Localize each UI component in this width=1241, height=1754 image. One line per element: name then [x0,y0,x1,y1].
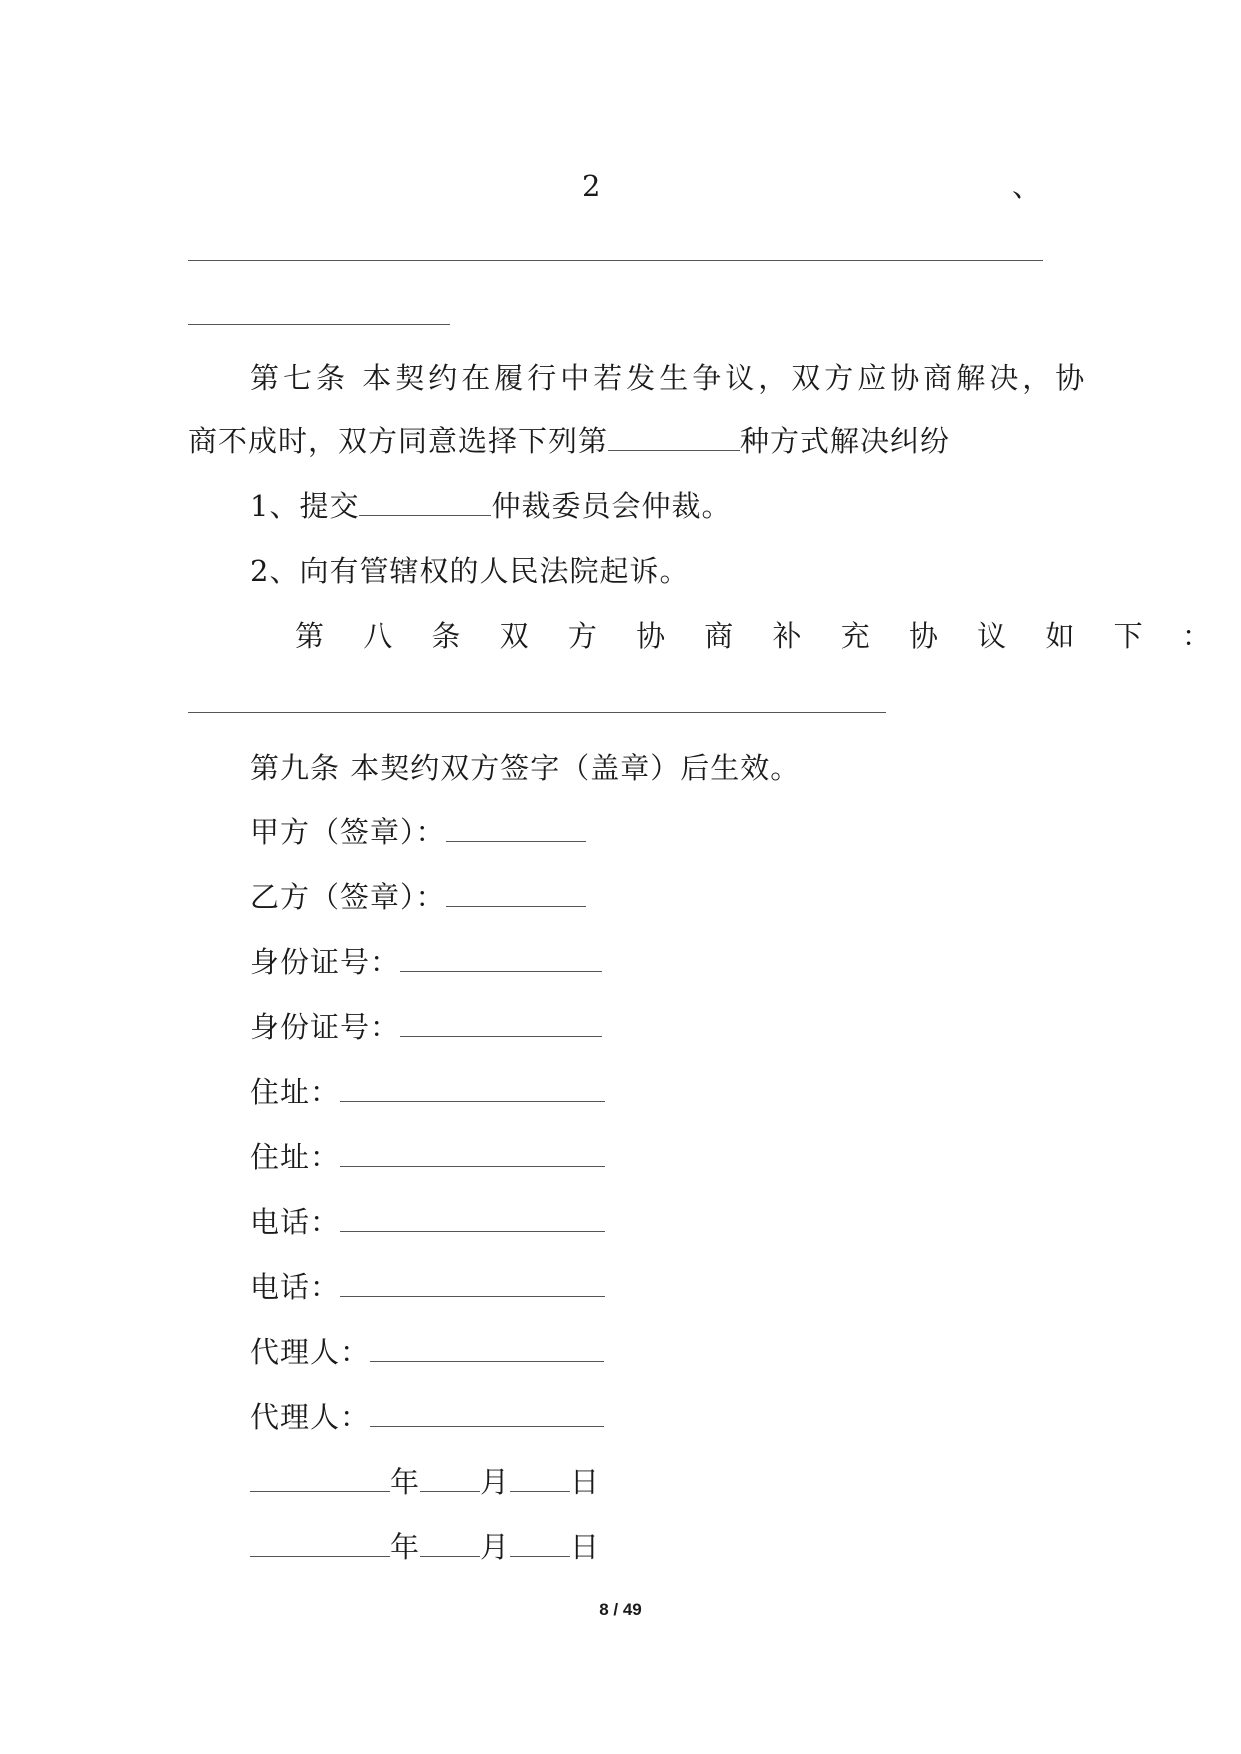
party-a-label: 甲方（签章）： [250,815,446,849]
arbitration-commission-blank[interactable] [359,489,491,516]
day-blank[interactable] [510,1465,570,1492]
year-label: 年 [390,1530,421,1564]
agent-blank[interactable] [370,1335,604,1362]
phone-blank[interactable] [340,1205,605,1232]
article-9: 第九条 本契约双方签字（盖章）后生效。 [250,751,801,785]
signature-row [250,1202,605,1242]
signature-row [250,1072,605,1112]
phone-label: 电话： [250,1270,341,1304]
address-label: 住址： [250,1140,341,1174]
item-2-number: 2 [582,169,602,203]
id-number-blank[interactable] [400,1010,602,1037]
address-blank[interactable] [340,1140,605,1167]
year-label: 年 [390,1465,421,1499]
phone-blank[interactable] [340,1270,605,1297]
phone-label: 电话： [250,1205,341,1239]
option-1-suffix: 仲裁委员会仲裁。 [491,489,732,523]
agent-label: 代理人： [250,1400,371,1434]
day-blank[interactable] [510,1530,570,1557]
day-label: 日 [570,1530,601,1564]
option-1-prefix: 1、提交 [250,489,360,523]
item-2-mark: 、 [1012,169,1043,203]
page-number: 8 / 49 [599,1600,642,1619]
date-row [250,1462,600,1502]
article-7-line-2-text: 商不成时，双方同意选择下列第 [188,424,609,458]
method-choice-blank[interactable] [608,424,740,451]
blank-rule-short [188,324,450,325]
id-number-label: 身份证号： [250,1010,401,1044]
signature-row [250,1137,605,1177]
signature-row [250,942,602,982]
signature-row [250,877,586,917]
day-label: 日 [570,1465,601,1499]
article-7-line-2-end: 种方式解决纠纷 [740,424,951,458]
signature-row [250,1267,605,1307]
agent-blank[interactable] [370,1400,604,1427]
month-blank[interactable] [420,1465,480,1492]
month-blank[interactable] [420,1530,480,1557]
party-b-signature-blank[interactable] [446,880,586,907]
option-2: 2、向有管辖权的人民法院起诉。 [250,554,690,588]
agent-label: 代理人： [250,1335,371,1369]
party-b-label: 乙方（签章）： [250,880,446,914]
year-blank[interactable] [250,1530,390,1557]
address-label: 住址： [250,1075,341,1109]
month-label: 月 [480,1465,511,1499]
year-blank[interactable] [250,1465,390,1492]
option-1 [250,486,731,526]
signature-row [250,812,586,852]
id-number-blank[interactable] [400,945,602,972]
article-8: 第 八 条 双 方 协 商 补 充 协 议 如 下 ： [295,619,1223,653]
signature-row [250,1007,602,1047]
party-a-signature-blank[interactable] [446,815,586,842]
id-number-label: 身份证号： [250,945,401,979]
supplementary-agreement-rule [188,712,886,713]
date-row [250,1527,600,1567]
article-7-line-2 [188,421,950,461]
signature-row [250,1332,604,1372]
article-7-line-1: 第七条 本契约在履行中若发生争议，双方应协商解决，协 [250,361,1089,395]
address-blank[interactable] [340,1075,605,1102]
signature-row [250,1397,604,1437]
blank-rule-long [188,260,1043,261]
month-label: 月 [480,1530,511,1564]
